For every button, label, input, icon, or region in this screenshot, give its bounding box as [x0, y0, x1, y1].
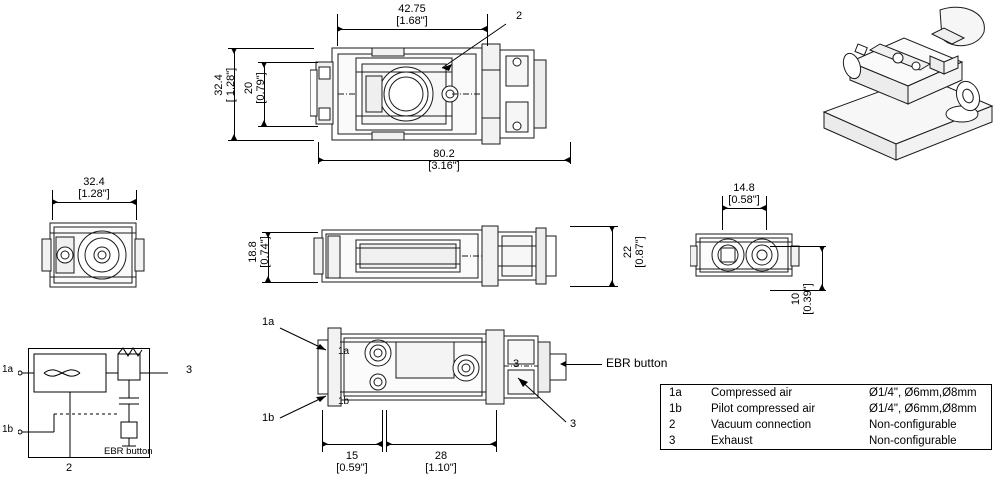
- dim-end-view-height: 10 [0.39"]: [790, 283, 814, 315]
- legend-spec: Ø1/4", Ø6mm,Ø8mm: [869, 403, 977, 415]
- dim-line: [612, 226, 613, 286]
- dim-top-length: 80.2 [3.16"]: [428, 148, 460, 172]
- dim-bottom-right: 28 [1.10"]: [425, 450, 457, 474]
- dim-left-view-width: 32.4 [1.28"]: [78, 176, 110, 200]
- legend-id: 1b: [669, 403, 682, 415]
- dim-side-height: 18.8 [0.74"]: [247, 236, 271, 268]
- legend-id: 1a: [669, 387, 682, 399]
- dim-bottom-left: 15 [0.59"]: [336, 450, 368, 474]
- schematic-label-ebr: EBR button: [104, 446, 153, 457]
- side-view-drawing: [312, 222, 578, 292]
- legend-spec: Non-configurable: [869, 435, 957, 447]
- legend-name: Compressed air: [711, 387, 793, 399]
- legend-table-body: [661, 385, 991, 449]
- ext-line: [770, 246, 826, 247]
- arrow: [490, 441, 496, 447]
- arrow: [819, 246, 825, 252]
- schematic-label-1a: 1a: [2, 364, 14, 375]
- arrow: [337, 26, 343, 32]
- arrow: [376, 441, 382, 447]
- legend-name: Exhaust: [711, 435, 753, 447]
- ext-line: [382, 410, 383, 452]
- schematic-label-1b: 1b: [2, 424, 14, 435]
- callout-2-leader: [440, 18, 530, 78]
- dim-line: [322, 444, 382, 445]
- legend-table: [660, 384, 992, 450]
- ext-line: [496, 410, 497, 452]
- schematic-label-2: 2: [66, 462, 73, 474]
- leader-ebr: [566, 364, 602, 365]
- label-ebr-button: EBR button: [606, 356, 668, 370]
- dim-line: [386, 444, 496, 445]
- ext-line: [570, 286, 618, 287]
- schematic-drawing: [18, 336, 178, 471]
- right-end-view-drawing: [690, 222, 800, 290]
- dim-side-height-right: 22 [0.87"]: [622, 236, 646, 268]
- legend-name: Pilot compressed air: [711, 403, 816, 415]
- ext-line: [570, 142, 571, 164]
- leader-1a: [278, 324, 334, 356]
- dim-top-height-inner: 20 [0.79"]: [243, 72, 267, 104]
- leader-1b: [278, 390, 334, 422]
- dim-end-view-width: 14.8 [0.58"]: [728, 182, 760, 206]
- arrow: [609, 280, 615, 286]
- ext-line: [228, 140, 314, 141]
- dim-top-height-outer: 32.4 [ 1.28"]: [213, 67, 237, 103]
- legend-id: 2: [669, 419, 676, 431]
- body-label-3: 3: [513, 358, 520, 370]
- callout-1b: 1b: [262, 412, 275, 424]
- table-row: [661, 417, 991, 433]
- arrow: [564, 157, 570, 163]
- dim-line: [52, 202, 136, 203]
- schematic-label-3: 3: [186, 364, 193, 376]
- legend-name: Vacuum connection: [711, 419, 812, 431]
- ext-line: [258, 126, 318, 127]
- callout-port-2: 2: [516, 10, 523, 22]
- arrow: [609, 226, 615, 232]
- isometric-view: [812, 4, 998, 164]
- table-row: [661, 385, 991, 401]
- dim-top-width: 42.75 [1.68"]: [396, 3, 428, 27]
- callout-3-lower: 3: [570, 418, 577, 430]
- legend-spec: Non-configurable: [869, 419, 957, 431]
- body-label-1b: 1b: [338, 396, 350, 407]
- ext-line: [258, 62, 318, 63]
- ext-line: [228, 48, 314, 49]
- table-row: [661, 401, 991, 417]
- arrow: [322, 441, 328, 447]
- arrow: [560, 361, 566, 367]
- arrow: [231, 134, 237, 140]
- arrow: [819, 284, 825, 290]
- legend-spec: Ø1/4", Ø6mm,Ø8mm: [869, 387, 977, 399]
- arrow: [318, 157, 324, 163]
- callout-1a: 1a: [262, 316, 275, 328]
- table-row: [661, 433, 991, 449]
- legend-id: 3: [669, 435, 676, 447]
- body-label-1a: 1a: [338, 346, 350, 357]
- left-end-view-drawing: [40, 215, 150, 297]
- arrow: [386, 441, 392, 447]
